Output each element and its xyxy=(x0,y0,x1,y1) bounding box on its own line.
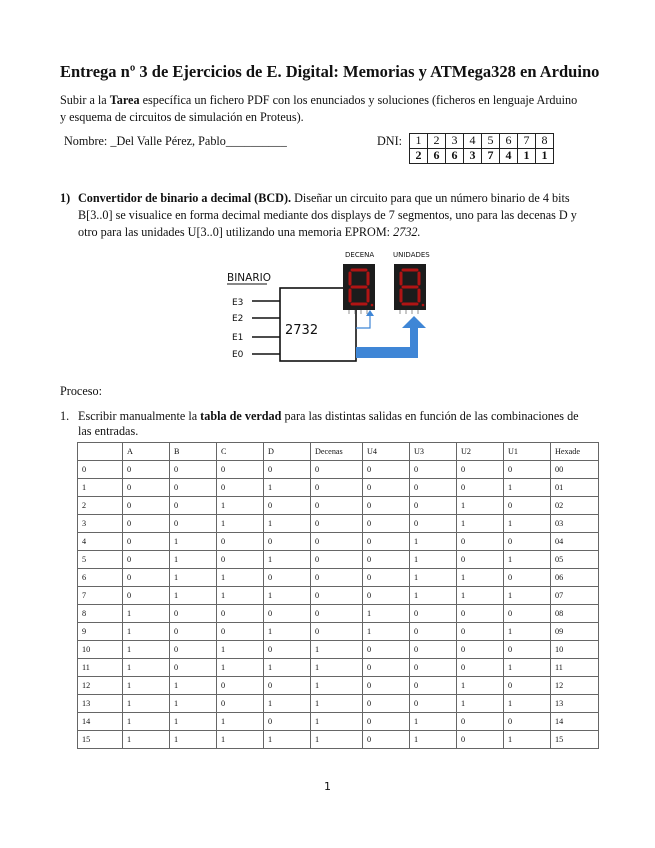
table-cell: 0 xyxy=(123,515,170,533)
intro-paragraph xyxy=(60,92,585,126)
circuit-diagram xyxy=(215,246,445,368)
table-cell: 0 xyxy=(504,605,551,623)
dni-digit: 7 xyxy=(482,149,500,164)
table-cell: 7 xyxy=(78,587,123,605)
table-cell: 0 xyxy=(410,695,457,713)
table-cell: 13 xyxy=(551,695,599,713)
table-cell: 1 xyxy=(217,497,264,515)
exercise-title: Convertidor de binario a decimal (BCD). xyxy=(78,191,292,205)
table-cell: 14 xyxy=(551,713,599,731)
table-cell: 0 xyxy=(170,479,217,497)
table-cell: 1 xyxy=(410,713,457,731)
column-header: D xyxy=(264,443,311,461)
unidades-label: UNIDADES xyxy=(393,251,430,259)
table-cell: 0 xyxy=(217,677,264,695)
dni-position: 2 xyxy=(428,134,446,149)
table-cell: 3 xyxy=(78,515,123,533)
table-cell: 0 xyxy=(410,641,457,659)
table-row xyxy=(78,479,599,497)
table-row xyxy=(78,695,599,713)
chip-label: 2732 xyxy=(285,323,319,338)
table-cell: 1 xyxy=(170,569,217,587)
table-cell: 0 xyxy=(170,515,217,533)
table-row xyxy=(78,587,599,605)
input-e3: E3 xyxy=(232,298,244,308)
table-cell: 1 xyxy=(457,569,504,587)
table-row xyxy=(78,713,599,731)
table-cell: 0 xyxy=(504,569,551,587)
table-cell: 1 xyxy=(264,695,311,713)
table-cell: 1 xyxy=(504,623,551,641)
table-cell: 0 xyxy=(123,533,170,551)
table-cell: 04 xyxy=(551,533,599,551)
exercise-number: 1) xyxy=(60,191,71,205)
table-cell: 1 xyxy=(123,623,170,641)
table-cell: 1 xyxy=(410,551,457,569)
table-cell: 1 xyxy=(363,605,410,623)
table-cell: 1 xyxy=(504,551,551,569)
table-cell: 0 xyxy=(311,515,363,533)
table-cell: 4 xyxy=(78,533,123,551)
table-cell: 1 xyxy=(170,533,217,551)
table-cell: 0 xyxy=(170,497,217,515)
table-cell: 1 xyxy=(457,497,504,515)
table-cell: 11 xyxy=(551,659,599,677)
table-cell: 0 xyxy=(504,497,551,515)
table-cell: 0 xyxy=(363,479,410,497)
dni-digit: 3 xyxy=(464,149,482,164)
table-cell: 0 xyxy=(457,479,504,497)
table-row xyxy=(78,641,599,659)
table-cell: 1 xyxy=(311,659,363,677)
table-cell: 0 xyxy=(264,641,311,659)
table-cell: 0 xyxy=(457,605,504,623)
table-cell: 1 xyxy=(311,731,363,749)
table-cell: 0 xyxy=(217,605,264,623)
dni-digit: 2 xyxy=(410,149,428,164)
exercise-chip: 2732. xyxy=(393,225,421,239)
dni-positions-row xyxy=(410,134,554,149)
table-cell: 1 xyxy=(170,587,217,605)
table-cell: 0 xyxy=(504,641,551,659)
dni-position: 8 xyxy=(536,134,554,149)
table-cell: 0 xyxy=(264,605,311,623)
table-cell: 0 xyxy=(410,515,457,533)
dni-position: 4 xyxy=(464,134,482,149)
table-cell: 0 xyxy=(170,623,217,641)
step-post: para las distintas salidas en función de las combinaciones de las entradas. xyxy=(78,409,579,438)
table-cell: 0 xyxy=(264,461,311,479)
dni-table xyxy=(409,133,554,164)
table-cell: 1 xyxy=(123,731,170,749)
step-1 xyxy=(60,409,590,439)
table-cell: 0 xyxy=(457,659,504,677)
table-cell: 0 xyxy=(311,587,363,605)
dni-digit: 1 xyxy=(518,149,536,164)
unidades-display xyxy=(394,264,426,314)
table-cell: 0 xyxy=(123,569,170,587)
table-cell: 1 xyxy=(504,587,551,605)
table-cell: 0 xyxy=(264,533,311,551)
dni-position: 7 xyxy=(518,134,536,149)
table-cell: 0 xyxy=(363,569,410,587)
dni-digit: 6 xyxy=(446,149,464,164)
table-cell: 1 xyxy=(264,551,311,569)
table-cell: 0 xyxy=(457,641,504,659)
intro-post: específica un fichero PDF con los enunciados y soluciones (ficheros en lenguaje Arduino y esquema de circuitos de simulación en Proteus). xyxy=(60,93,578,124)
table-cell: 0 xyxy=(311,623,363,641)
unidades-arrow xyxy=(356,316,426,358)
table-row xyxy=(78,731,599,749)
table-cell: 0 xyxy=(217,623,264,641)
table-cell: 0 xyxy=(410,461,457,479)
table-cell: 0 xyxy=(457,713,504,731)
table-cell: 1 xyxy=(457,587,504,605)
table-cell: 02 xyxy=(551,497,599,515)
table-cell: 05 xyxy=(551,551,599,569)
student-name: Nombre: _Del Valle Pérez, Pablo__________ xyxy=(64,134,287,148)
table-row xyxy=(78,461,599,479)
table-cell: 1 xyxy=(457,695,504,713)
table-row xyxy=(78,497,599,515)
table-cell: 0 xyxy=(170,641,217,659)
dni-position: 3 xyxy=(446,134,464,149)
table-cell: 0 xyxy=(264,677,311,695)
exercise-text xyxy=(78,190,580,241)
table-cell: 0 xyxy=(363,677,410,695)
table-cell: 2 xyxy=(78,497,123,515)
table-cell: 03 xyxy=(551,515,599,533)
decena-display xyxy=(343,264,375,314)
column-header: B xyxy=(170,443,217,461)
table-cell: 1 xyxy=(457,515,504,533)
table-cell: 1 xyxy=(170,551,217,569)
table-cell: 1 xyxy=(264,479,311,497)
table-cell: 0 xyxy=(363,641,410,659)
table-cell: 1 xyxy=(410,731,457,749)
table-cell: 0 xyxy=(363,461,410,479)
table-cell: 1 xyxy=(504,695,551,713)
dni-label: DNI: xyxy=(377,134,403,148)
table-cell: 15 xyxy=(551,731,599,749)
table-cell: 0 xyxy=(363,533,410,551)
table-row xyxy=(78,659,599,677)
table-cell: 0 xyxy=(217,461,264,479)
table-row xyxy=(78,569,599,587)
table-cell: 1 xyxy=(264,659,311,677)
table-cell: 10 xyxy=(551,641,599,659)
table-cell: 1 xyxy=(217,659,264,677)
table-cell: 1 xyxy=(123,641,170,659)
binario-label: BINARIO xyxy=(227,272,271,284)
table-cell: 06 xyxy=(551,569,599,587)
table-cell: 0 xyxy=(170,659,217,677)
table-cell: 0 xyxy=(410,659,457,677)
table-cell: 1 xyxy=(264,515,311,533)
table-cell: 0 xyxy=(363,695,410,713)
column-header: U1 xyxy=(504,443,551,461)
table-cell: 1 xyxy=(410,533,457,551)
proceso-label: Proceso: xyxy=(60,384,102,398)
table-cell: 1 xyxy=(264,587,311,605)
table-cell: 0 xyxy=(311,569,363,587)
table-cell: 13 xyxy=(78,695,123,713)
table-cell: 0 xyxy=(217,551,264,569)
table-cell: 0 xyxy=(311,497,363,515)
dni-digit: 6 xyxy=(428,149,446,164)
dni-digits-row xyxy=(410,149,554,164)
table-cell: 0 xyxy=(123,479,170,497)
table-cell: 1 xyxy=(311,695,363,713)
table-cell: 1 xyxy=(217,569,264,587)
table-cell: 1 xyxy=(170,677,217,695)
table-cell: 0 xyxy=(264,497,311,515)
table-row xyxy=(78,605,599,623)
table-cell: 0 xyxy=(170,605,217,623)
table-cell: 0 xyxy=(217,695,264,713)
table-cell: 1 xyxy=(170,713,217,731)
table-cell: 0 xyxy=(311,605,363,623)
table-cell: 0 xyxy=(457,461,504,479)
table-cell: 0 xyxy=(504,533,551,551)
table-cell: 1 xyxy=(264,623,311,641)
table-cell: 8 xyxy=(78,605,123,623)
dni-position: 1 xyxy=(410,134,428,149)
table-cell: 1 xyxy=(311,677,363,695)
table-cell: 5 xyxy=(78,551,123,569)
table-row xyxy=(78,623,599,641)
table-cell: 1 xyxy=(311,713,363,731)
table-cell: 1 xyxy=(410,569,457,587)
step-bold: tabla de verdad xyxy=(200,409,282,423)
input-e1: E1 xyxy=(232,333,244,343)
column-header: A xyxy=(123,443,170,461)
table-row xyxy=(78,533,599,551)
table-cell: 1 xyxy=(504,731,551,749)
step-text xyxy=(78,409,590,439)
table-cell: 0 xyxy=(504,461,551,479)
table-cell: 14 xyxy=(78,713,123,731)
table-cell: 0 xyxy=(311,461,363,479)
table-cell: 1 xyxy=(504,515,551,533)
table-cell: 12 xyxy=(78,677,123,695)
table-cell: 1 xyxy=(217,731,264,749)
input-e2: E2 xyxy=(232,314,244,324)
dni-digit: 4 xyxy=(500,149,518,164)
table-cell: 0 xyxy=(363,551,410,569)
table-cell: 0 xyxy=(311,533,363,551)
table-cell: 6 xyxy=(78,569,123,587)
column-header: U2 xyxy=(457,443,504,461)
table-row xyxy=(78,551,599,569)
column-header: U3 xyxy=(410,443,457,461)
table-cell: 0 xyxy=(217,533,264,551)
table-cell: 1 xyxy=(123,659,170,677)
page-title: Entrega nº 3 de Ejercicios de E. Digital: Memorias y ATMega328 en Arduino xyxy=(60,62,600,81)
table-cell: 0 xyxy=(363,659,410,677)
table-cell: 1 xyxy=(410,587,457,605)
table-cell: 0 xyxy=(504,677,551,695)
table-cell: 08 xyxy=(551,605,599,623)
table-row xyxy=(78,677,599,695)
page-number: 1 xyxy=(324,780,331,793)
table-cell: 1 xyxy=(123,605,170,623)
table-cell: 1 xyxy=(123,695,170,713)
table-cell: 0 xyxy=(123,497,170,515)
table-cell: 0 xyxy=(78,461,123,479)
dni-position: 6 xyxy=(500,134,518,149)
table-cell: 0 xyxy=(410,605,457,623)
column-header: U4 xyxy=(363,443,410,461)
table-cell: 09 xyxy=(551,623,599,641)
table-cell: 1 xyxy=(363,623,410,641)
table-cell: 1 xyxy=(504,659,551,677)
table-cell: 0 xyxy=(363,515,410,533)
table-cell: 0 xyxy=(363,497,410,515)
table-cell: 9 xyxy=(78,623,123,641)
table-cell: 0 xyxy=(123,461,170,479)
table-cell: 0 xyxy=(311,551,363,569)
table-cell: 1 xyxy=(170,731,217,749)
table-cell: 0 xyxy=(123,551,170,569)
table-cell: 07 xyxy=(551,587,599,605)
table-cell: 1 xyxy=(217,641,264,659)
table-cell: 11 xyxy=(78,659,123,677)
table-cell: 15 xyxy=(78,731,123,749)
table-cell: 0 xyxy=(504,713,551,731)
step-number: 1. xyxy=(60,409,70,423)
table-cell: 0 xyxy=(410,677,457,695)
step-pre: Escribir manualmente la xyxy=(78,409,201,423)
table-cell: 1 xyxy=(217,515,264,533)
table-cell: 0 xyxy=(123,587,170,605)
table-cell: 1 xyxy=(264,731,311,749)
truth-table-header xyxy=(78,443,599,461)
table-row xyxy=(78,515,599,533)
table-cell: 1 xyxy=(123,677,170,695)
intro-pre: Subir a la xyxy=(60,93,110,107)
table-cell: 10 xyxy=(78,641,123,659)
decena-arrow xyxy=(356,314,370,328)
table-cell: 0 xyxy=(363,713,410,731)
table-cell: 1 xyxy=(457,677,504,695)
column-header: Decenas xyxy=(311,443,363,461)
table-cell: 0 xyxy=(217,479,264,497)
truth-table xyxy=(77,442,599,749)
table-cell: 1 xyxy=(170,695,217,713)
dni-position: 5 xyxy=(482,134,500,149)
exercise-body: Diseñar un circuito para que un número binario de 4 bits B[3..0] se visualice en forma decimal mediante dos displays de 7 segmentos, uno para las decenas D y otro para las unidades U[3..0] utilizando una memoria EPROM: xyxy=(78,191,577,239)
table-cell: 0 xyxy=(457,551,504,569)
table-cell: 0 xyxy=(410,497,457,515)
exercise-1 xyxy=(60,190,580,241)
table-cell: 1 xyxy=(217,713,264,731)
decena-label: DECENA xyxy=(345,251,375,259)
table-cell: 1 xyxy=(217,587,264,605)
dni-digit: 1 xyxy=(536,149,554,164)
table-cell: 00 xyxy=(551,461,599,479)
table-cell: 0 xyxy=(457,533,504,551)
table-cell: 1 xyxy=(123,713,170,731)
table-cell: 0 xyxy=(363,587,410,605)
table-cell: 0 xyxy=(410,479,457,497)
table-cell: 1 xyxy=(504,479,551,497)
table-cell: 1 xyxy=(78,479,123,497)
table-cell: 0 xyxy=(311,479,363,497)
table-cell: 0 xyxy=(457,731,504,749)
table-cell: 12 xyxy=(551,677,599,695)
table-cell: 1 xyxy=(311,641,363,659)
table-cell: 0 xyxy=(264,569,311,587)
column-header: Hexade xyxy=(551,443,599,461)
table-cell: 0 xyxy=(457,623,504,641)
table-cell: 0 xyxy=(170,461,217,479)
column-header xyxy=(78,443,123,461)
table-cell: 0 xyxy=(264,713,311,731)
intro-bold: Tarea xyxy=(109,93,140,107)
column-header: C xyxy=(217,443,264,461)
table-cell: 01 xyxy=(551,479,599,497)
table-cell: 0 xyxy=(410,623,457,641)
table-cell: 0 xyxy=(363,731,410,749)
input-e0: E0 xyxy=(232,350,244,360)
